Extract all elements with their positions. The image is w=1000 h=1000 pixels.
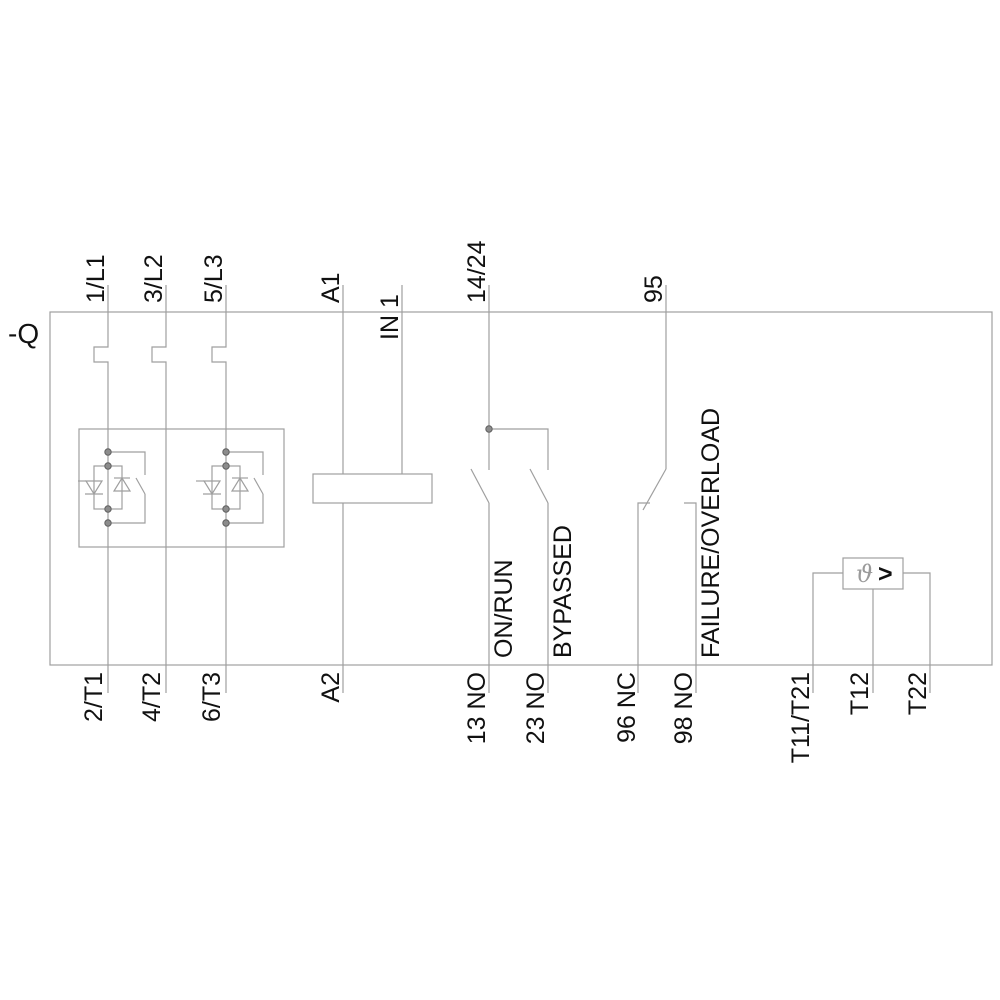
thyristor-assembly-l3 (196, 449, 263, 526)
changeover-blade (643, 469, 666, 510)
junction-dot (223, 520, 229, 526)
junction-dot (105, 506, 111, 512)
terminal-label-96nc: 96 NC (613, 672, 641, 743)
terminal-label-2t1: 2/T1 (80, 672, 108, 723)
junction-dot (223, 449, 229, 455)
phase-l2-wire (152, 285, 166, 693)
enclosure-outline (50, 312, 992, 665)
function-label-on-run: ON/RUN (490, 559, 518, 658)
junction-dot (105, 520, 111, 526)
phase-l3-wire (212, 285, 226, 693)
wire-t11-t21 (813, 573, 843, 693)
terminal-label-4t2: 4/T2 (138, 672, 166, 723)
terminal-label-a2: A2 (317, 672, 345, 703)
thermistor-theta-icon: ϑ (856, 560, 874, 588)
bypass-contact-blade-l3 (254, 478, 263, 494)
junction-dot (105, 449, 111, 455)
junction-dot (223, 463, 229, 469)
phase-l1 (94, 285, 108, 693)
terminal-label-t12: T12 (846, 672, 874, 716)
thyristor-assembly-l1 (78, 449, 145, 526)
function-label-failure-overload: FAILURE/OVERLOAD (697, 407, 725, 658)
phase-l3 (212, 285, 226, 693)
function-label-bypassed: BYPASSED (549, 525, 577, 658)
bypass-contact-blade-l1 (136, 478, 145, 494)
terminal-label-23no: 23 NO (522, 672, 550, 745)
terminal-label-6t3: 6/T3 (198, 672, 226, 723)
terminal-label-a1: A1 (317, 272, 345, 303)
terminal-label-5l3: 5/L3 (200, 254, 228, 303)
fault-contact-95-96-98 (638, 285, 696, 693)
terminal-label-13no: 13 NO (463, 672, 491, 745)
device-tag-label: -Q (8, 318, 40, 349)
no-contact-blade-13 (471, 469, 489, 503)
thermistor-greater-icon: > (878, 560, 893, 588)
no-contact-blade-23 (530, 469, 548, 503)
terminal-label-95: 95 (640, 275, 668, 303)
thyristor-module-box (79, 429, 284, 547)
junction-dot (486, 426, 492, 432)
phase-l1-wire (94, 285, 108, 693)
terminal-label-in1: IN 1 (376, 294, 404, 340)
bypass-contact-top-l3 (226, 452, 263, 475)
coil-box (313, 474, 432, 503)
phase-l2 (152, 285, 166, 693)
terminal-label-t11t21: T11/T21 (787, 672, 815, 764)
wire-branch-23 (489, 429, 548, 470)
junction-dot (105, 463, 111, 469)
terminal-label-3l2: 3/L2 (140, 254, 168, 303)
terminal-label-14-24: 14/24 (463, 240, 491, 303)
terminal-label-98no: 98 NO (670, 672, 698, 745)
junction-dot (223, 506, 229, 512)
terminal-label-1l1: 1/L1 (82, 254, 110, 303)
bypass-contact-top-l1 (108, 452, 145, 475)
terminal-label-t22: T22 (904, 672, 932, 716)
control-coil-circuit (313, 285, 432, 693)
